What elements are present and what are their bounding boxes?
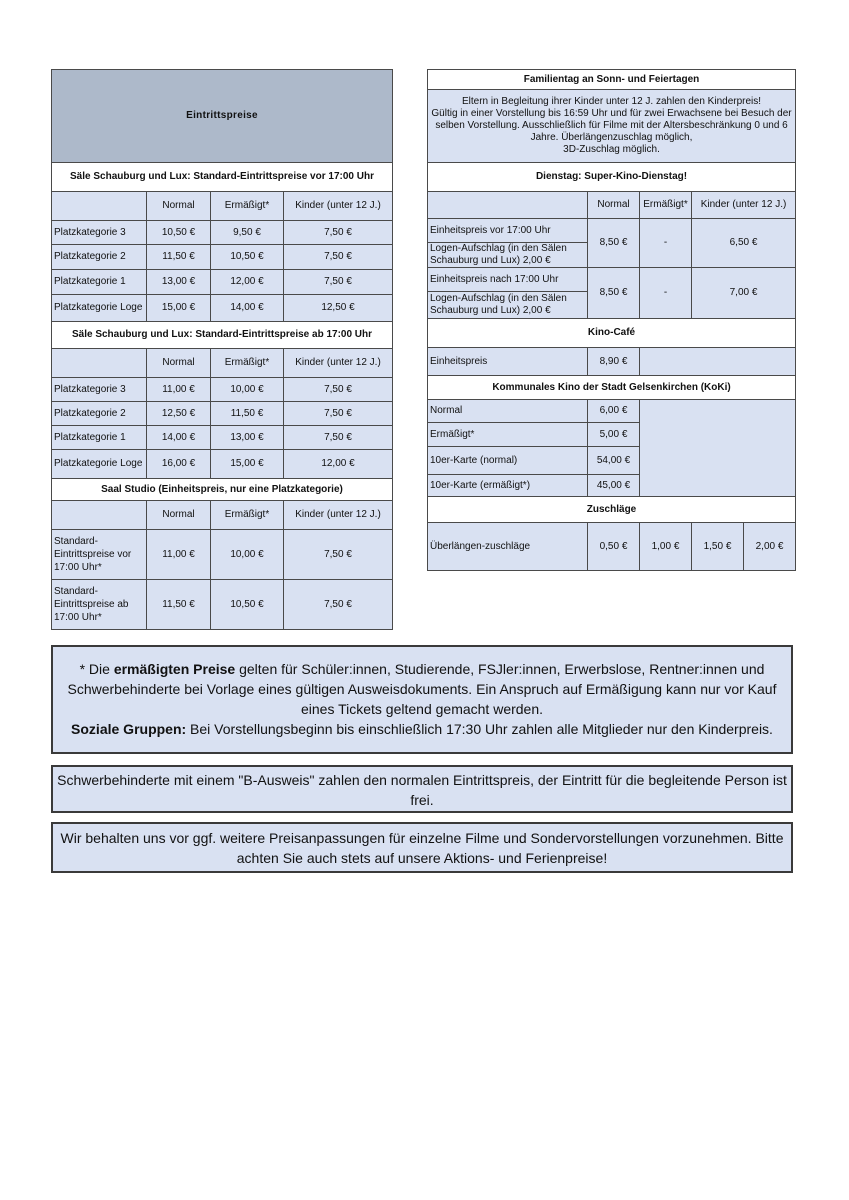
price-children: 7,00 € xyxy=(692,268,796,319)
price-normal: 10,50 € xyxy=(147,221,211,245)
price-children: 7,50 € xyxy=(284,270,393,295)
price-normal: 14,00 € xyxy=(147,426,211,450)
surcharge-value: 2,00 € xyxy=(744,523,796,571)
page-title: Eintrittspreise xyxy=(52,70,393,163)
surcharge-value: 1,00 € xyxy=(640,523,692,571)
price-children: 7,50 € xyxy=(284,378,393,402)
price-children: 7,50 € xyxy=(284,580,393,630)
table-row xyxy=(52,245,393,270)
table-row xyxy=(52,402,393,426)
price-children: 7,50 € xyxy=(284,245,393,270)
table-row xyxy=(52,270,393,295)
price-reduced: 11,50 € xyxy=(211,402,284,426)
table-row xyxy=(52,450,393,479)
row-label: Einheitspreis xyxy=(428,348,588,376)
left-price-table xyxy=(51,69,393,630)
price-reserve-text: Wir behalten uns vor ggf. weitere Preisanpassungen für einzelne Filme und Sondervorstellungen vorzunehmen. Bitte achten Sie auch stets auf unsere Aktions- und Ferienpreise! xyxy=(60,830,784,866)
price-normal: 11,50 € xyxy=(147,580,211,630)
table-row xyxy=(428,348,796,376)
col-header-children: Kinder (unter 12 J.) xyxy=(692,192,796,219)
price-reduced: 12,00 € xyxy=(211,270,284,295)
family-day-line1: Eltern in Begleitung ihrer Kinder unter 12 J. zahlen den Kinderpreis! xyxy=(461,96,762,107)
right-price-table xyxy=(427,69,796,571)
section-heading-tuesday: Dienstag: Super-Kino-Dienstag! xyxy=(428,163,796,192)
table-row xyxy=(428,523,796,571)
price-normal: 8,50 € xyxy=(588,268,640,319)
note-bold: ermäßigten Preise xyxy=(113,661,236,677)
table-row xyxy=(52,530,393,580)
row-label: Platzkategorie 1 xyxy=(52,426,147,450)
section-heading-family-day: Familientag an Sonn- und Feiertagen xyxy=(428,70,796,90)
table-row xyxy=(52,295,393,322)
header-empty xyxy=(52,349,147,378)
header-empty xyxy=(428,192,588,219)
price-reduced: 14,00 € xyxy=(211,295,284,322)
section-heading-studio: Saal Studio (Einheitspreis, nur eine Platzkategorie) xyxy=(52,479,393,501)
row-label: Ermäßigt* xyxy=(428,423,588,447)
col-header-reduced: Ermäßigt* xyxy=(211,349,284,378)
empty-cell xyxy=(640,400,796,497)
row-label: Platzkategorie 3 xyxy=(52,378,147,402)
family-day-line3: 3D-Zuschlag möglich. xyxy=(563,144,660,155)
col-header-normal: Normal xyxy=(147,501,211,530)
surcharge-value: 1,50 € xyxy=(692,523,744,571)
price-children: 7,50 € xyxy=(284,530,393,580)
row-label: Platzkategorie 2 xyxy=(52,402,147,426)
price-normal: 16,00 € xyxy=(147,450,211,479)
price-reduced: 10,00 € xyxy=(211,530,284,580)
price-reduced: - xyxy=(640,268,692,319)
row-label: Einheitspreis nach 17:00 Uhr xyxy=(428,268,588,292)
row-label: Platzkategorie 2 xyxy=(52,245,147,270)
price-normal: 8,50 € xyxy=(588,219,640,268)
table-row xyxy=(52,580,393,630)
section-heading-koki: Kommunales Kino der Stadt Gelsenkirchen (KoKi) xyxy=(428,376,796,400)
price-normal: 11,00 € xyxy=(147,378,211,402)
price-normal: 11,50 € xyxy=(147,245,211,270)
price-children: 7,50 € xyxy=(284,402,393,426)
col-header-normal: Normal xyxy=(147,192,211,221)
note-text: gelten für Schüler:innen, Studierende, FSJler:innen, Erwerbslose, Rentner:innen und Schwerbehinderte bei Vorlage eines gültigen Ausweisdokuments. Ein Anspruch auf Ermäßigung kann nur vor Kauf eines Tickets geltend gemacht werden. xyxy=(67,661,777,717)
price-reduced: 10,50 € xyxy=(211,245,284,270)
price-children: 6,50 € xyxy=(692,219,796,268)
loge-surcharge-note: Logen-Aufschlag (in den Sälen Schauburg und Lux) 2,00 € xyxy=(428,243,588,268)
price-children: 12,50 € xyxy=(284,295,393,322)
table-row xyxy=(52,221,393,245)
row-label: Platzkategorie Loge xyxy=(52,450,147,479)
row-label: 10er-Karte (ermäßigt*) xyxy=(428,475,588,497)
price-reduced: 10,00 € xyxy=(211,378,284,402)
col-header-children: Kinder (unter 12 J.) xyxy=(284,192,393,221)
price-reduced: - xyxy=(640,219,692,268)
table-row xyxy=(428,400,796,423)
price-koki: 45,00 € xyxy=(588,475,640,497)
row-label: Einheitspreis vor 17:00 Uhr xyxy=(428,219,588,243)
row-label: 10er-Karte (normal) xyxy=(428,447,588,475)
row-label: Platzkategorie 1 xyxy=(52,270,147,295)
table-row xyxy=(428,219,796,243)
header-empty xyxy=(52,501,147,530)
price-koki: 54,00 € xyxy=(588,447,640,475)
price-children: 7,50 € xyxy=(284,426,393,450)
section-heading-after-17: Säle Schauburg und Lux: Standard-Eintrittspreise ab 17:00 Uhr xyxy=(52,322,393,349)
table-row xyxy=(52,426,393,450)
disabled-pass-note xyxy=(51,765,793,813)
header-empty xyxy=(52,192,147,221)
col-header-reduced: Ermäßigt* xyxy=(211,192,284,221)
price-normal: 11,00 € xyxy=(147,530,211,580)
section-heading-surcharges: Zuschläge xyxy=(428,497,796,523)
price-normal: 12,50 € xyxy=(147,402,211,426)
empty-cell xyxy=(640,348,796,376)
row-label: Normal xyxy=(428,400,588,423)
col-header-children: Kinder (unter 12 J.) xyxy=(284,349,393,378)
price-koki: 5,00 € xyxy=(588,423,640,447)
surcharge-value: 0,50 € xyxy=(588,523,640,571)
disabled-pass-text: Schwerbehinderte mit einem "B-Ausweis" zahlen den normalen Eintrittspreis, der Eintritt für die begleitende Person ist frei. xyxy=(57,772,787,808)
table-row xyxy=(428,268,796,292)
family-day-line2: Gültig in einer Vorstellung bis 16:59 Uhr und für zwei Erwachsene bei Besuch der selben Vorstellung. Ausschließlich für Filme mit der Altersbeschränkung 0 und 6 Jahre. Überlängenzuschlag möglich, xyxy=(431,108,792,143)
row-label: Überlängen-zuschläge xyxy=(428,523,588,571)
price-reserve-note xyxy=(51,822,793,873)
col-header-children: Kinder (unter 12 J.) xyxy=(284,501,393,530)
price-children: 7,50 € xyxy=(284,221,393,245)
section-heading-before-17: Säle Schauburg und Lux: Standard-Eintrittspreise vor 17:00 Uhr xyxy=(52,163,393,192)
price-cafe: 8,90 € xyxy=(588,348,640,376)
col-header-normal: Normal xyxy=(588,192,640,219)
row-label: Platzkategorie Loge xyxy=(52,295,147,322)
col-header-normal: Normal xyxy=(147,349,211,378)
price-reduced: 15,00 € xyxy=(211,450,284,479)
price-reduced: 9,50 € xyxy=(211,221,284,245)
reduced-prices-note xyxy=(51,645,793,754)
family-day-info xyxy=(428,90,796,163)
note-prefix: * Die xyxy=(79,661,114,677)
price-normal: 13,00 € xyxy=(147,270,211,295)
table-row xyxy=(52,378,393,402)
row-label: Platzkategorie 3 xyxy=(52,221,147,245)
row-label: Standard-Eintrittspreise vor 17:00 Uhr* xyxy=(52,530,147,580)
social-groups-label: Soziale Gruppen: xyxy=(71,721,187,737)
loge-surcharge-note: Logen-Aufschlag (in den Sälen Schauburg und Lux) 2,00 € xyxy=(428,292,588,319)
row-label: Standard-Eintrittspreise ab 17:00 Uhr* xyxy=(52,580,147,630)
col-header-reduced: Ermäßigt* xyxy=(211,501,284,530)
price-children: 12,00 € xyxy=(284,450,393,479)
col-header-reduced: Ermäßigt* xyxy=(640,192,692,219)
price-reduced: 13,00 € xyxy=(211,426,284,450)
price-normal: 15,00 € xyxy=(147,295,211,322)
section-heading-cafe: Kino-Café xyxy=(428,319,796,348)
price-koki: 6,00 € xyxy=(588,400,640,423)
price-reduced: 10,50 € xyxy=(211,580,284,630)
social-groups-text: Bei Vorstellungsbeginn bis einschließlich 17:30 Uhr zahlen alle Mitglieder nur den Kinderpreis. xyxy=(186,721,773,737)
